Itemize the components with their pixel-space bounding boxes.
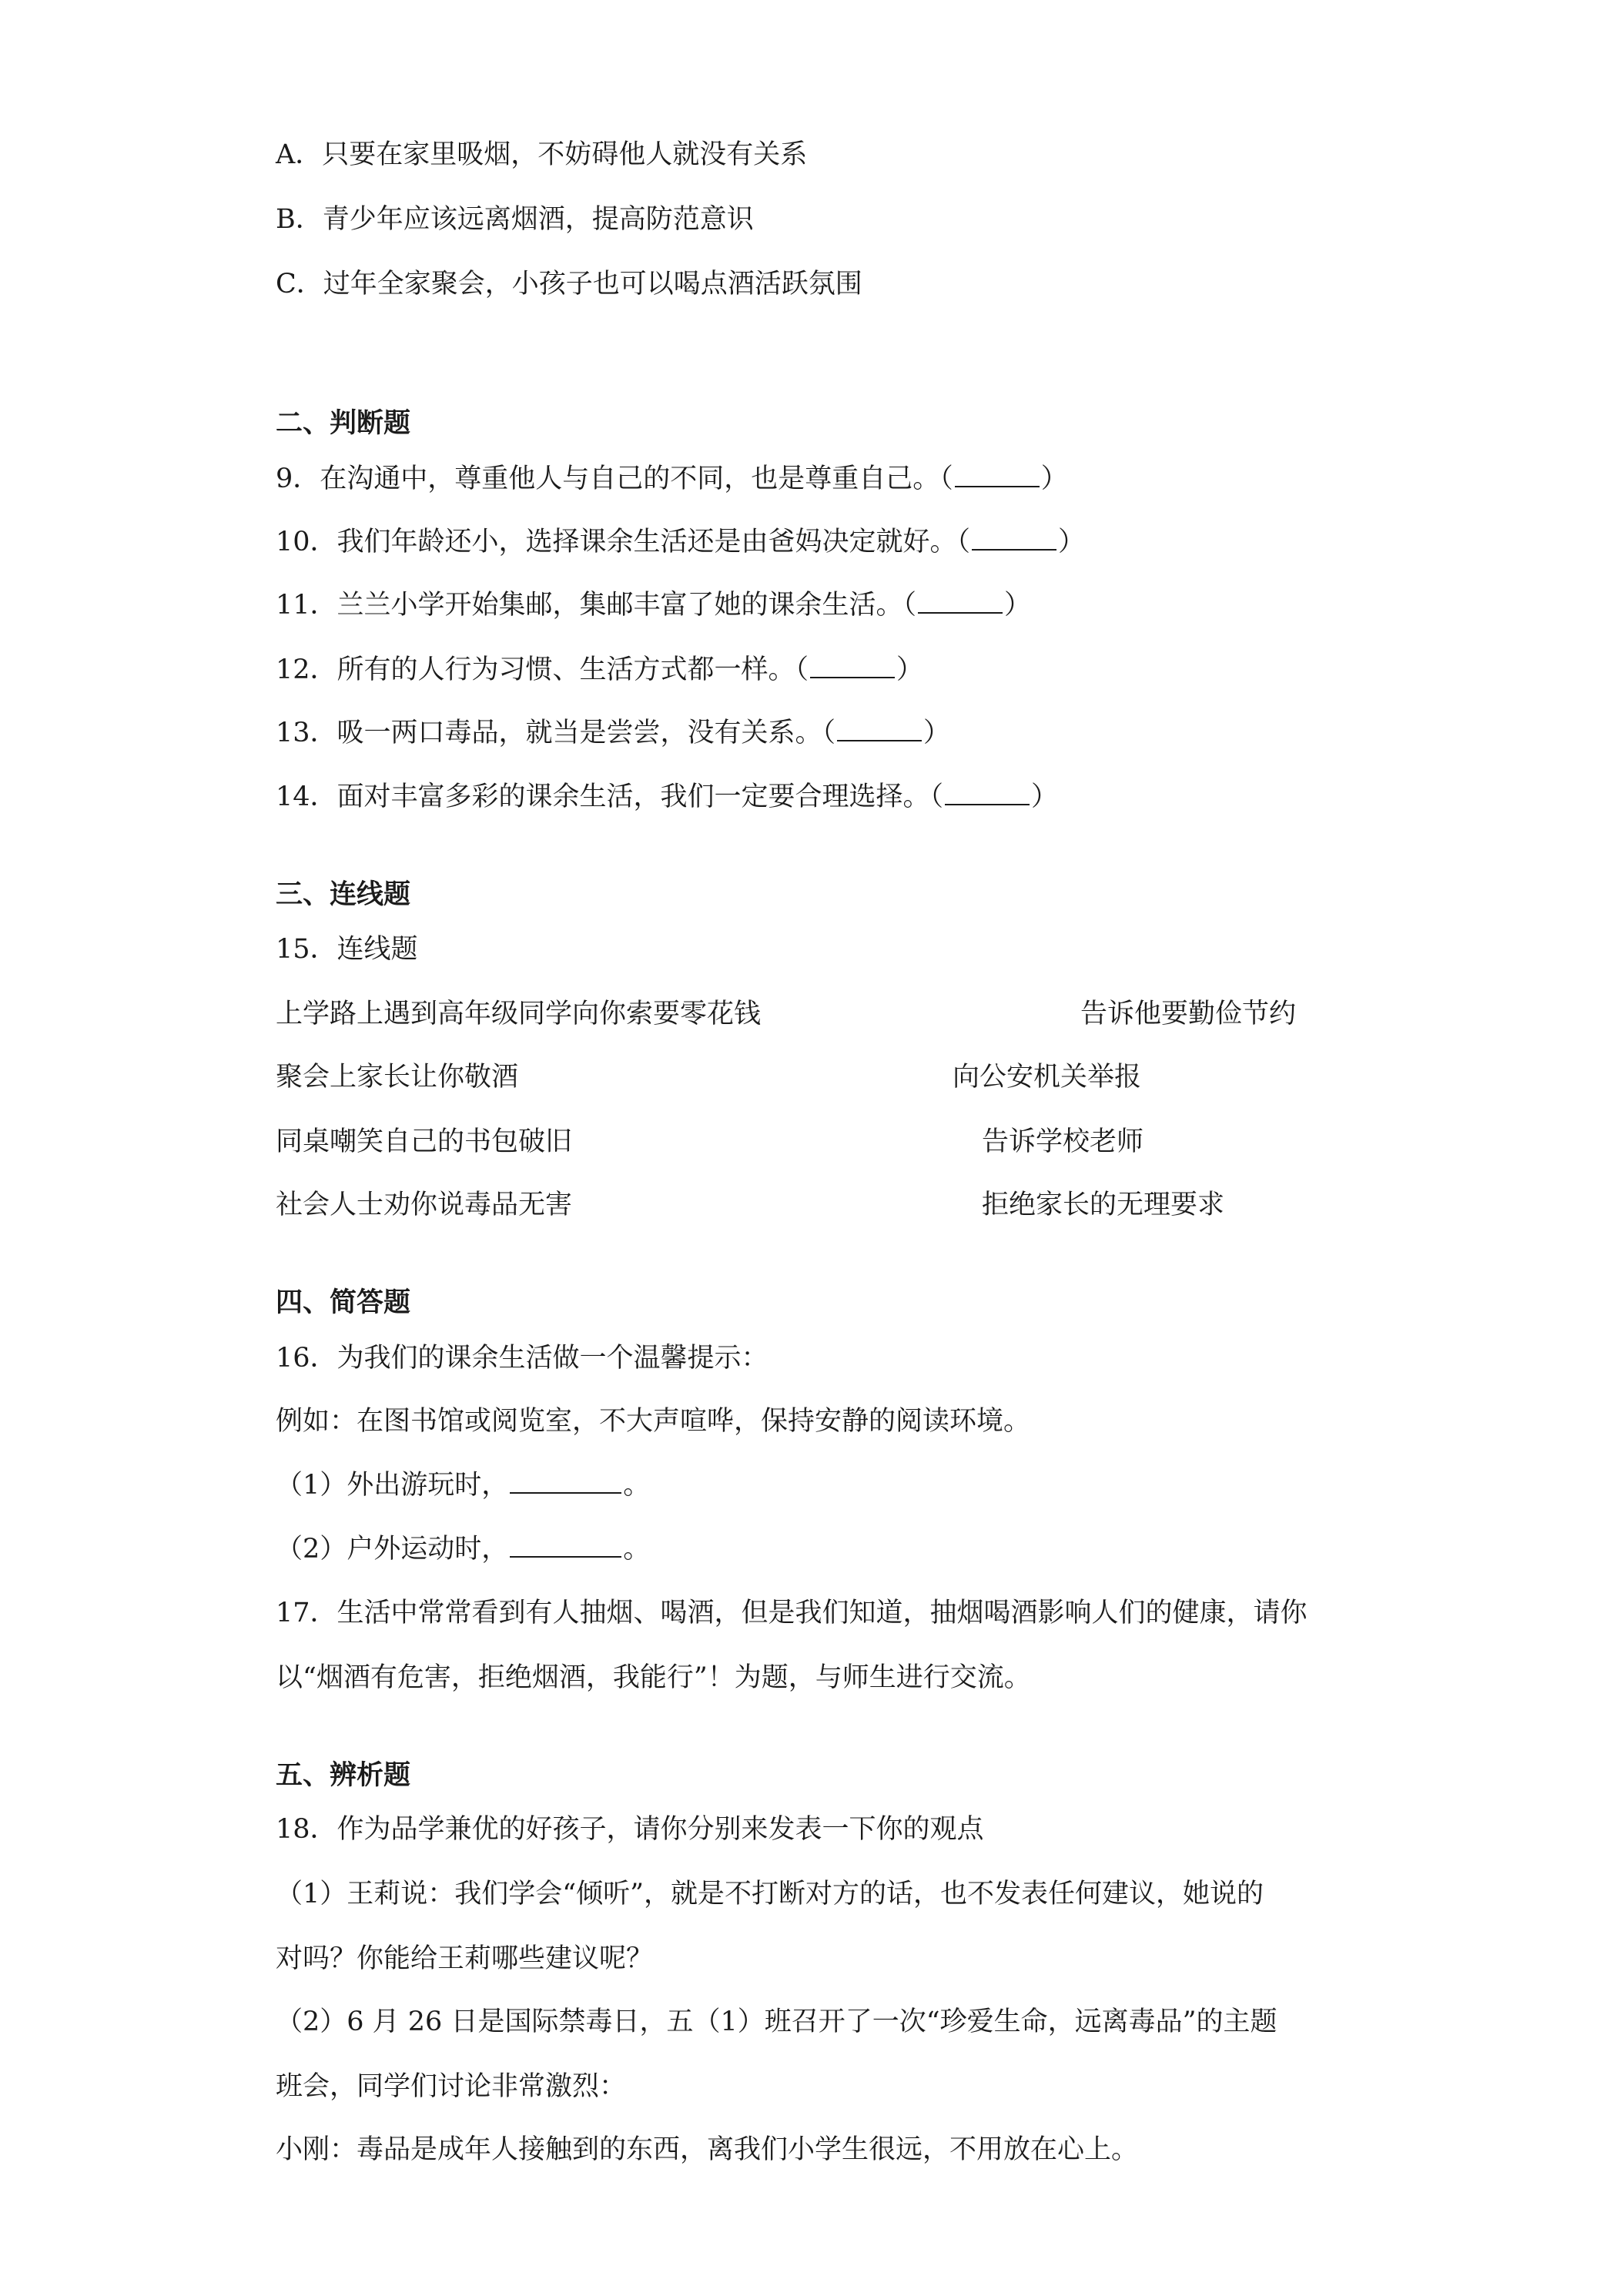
question-17-line-1: 17．生活中常常看到有人抽烟、喝酒，但是我们知道，抽烟喝酒影响人们的健康，请你 (276, 1598, 1308, 1628)
question-item: 9．在沟通中，尊重他人与自己的不同，也是尊重自己。（ ） (276, 464, 1068, 494)
answer-blank[interactable] (510, 1533, 621, 1558)
question-18: 18．作为品学兼优的好孩子，请你分别来发表一下你的观点 (276, 1814, 984, 1845)
answer-blank[interactable] (955, 463, 1040, 487)
question-15: 15．连线题 (276, 934, 418, 965)
match-right-item[interactable]: 告诉学校老师 (982, 1126, 1144, 1157)
question-item: 13．吸一两口毒品，就当是尝尝，没有关系。（ ） (276, 718, 951, 748)
question-item: 12．所有的人行为习惯、生活方式都一样。（ ） (276, 654, 924, 685)
question-18-part-2-line-2: 班会，同学们讨论非常激烈： (276, 2071, 627, 2102)
section-title-analysis: 五、辨析题 (276, 1759, 411, 1791)
match-right-item[interactable]: 拒绝家长的无理要求 (982, 1190, 1225, 1220)
option-b: B．青少年应该远离烟酒，提高防范意识 (276, 204, 754, 235)
question-17-line-2: 以“烟酒有危害，拒绝烟酒，我能行”！为题，与师生进行交流。 (276, 1662, 1031, 1693)
answer-blank[interactable] (510, 1469, 621, 1494)
match-left-item[interactable]: 社会人士劝你说毒品无害 (276, 1190, 573, 1220)
answer-blank[interactable] (837, 717, 922, 741)
match-left-item[interactable]: 上学路上遇到高年级同学向你索要零花钱 (276, 999, 762, 1029)
answer-blank[interactable] (945, 781, 1030, 805)
answer-blank[interactable] (972, 526, 1056, 551)
question-16-part-1: （1）外出游玩时， 。 (276, 1470, 651, 1501)
match-left-item[interactable]: 聚会上家长让你敬酒 (276, 1062, 519, 1093)
question-16: 16．为我们的课余生活做一个温馨提示： (276, 1343, 768, 1374)
xiaogang-statement: 小刚：毒品是成年人接触到的东西，离我们小学生很远，不用放在心上。 (276, 2134, 1139, 2165)
answer-blank[interactable] (810, 654, 895, 678)
question-item: 14．面对丰富多彩的课余生活，我们一定要合理选择。（ ） (276, 782, 1059, 812)
option-c: C．过年全家聚会，小孩子也可以喝点酒活跃氛围 (276, 269, 862, 300)
match-left-item[interactable]: 同桌嘲笑自己的书包破旧 (276, 1126, 573, 1157)
match-right-item[interactable]: 向公安机关举报 (953, 1062, 1142, 1093)
section-title-short-answer: 四、简答题 (276, 1287, 411, 1318)
section-title-matching: 三、连线题 (276, 879, 411, 910)
question-item: 10．我们年龄还小，选择课余生活还是由爸妈决定就好。（ ） (276, 527, 1086, 557)
match-right-item[interactable]: 告诉他要勤俭节约 (1080, 999, 1297, 1029)
section-title-judgment: 二、判断题 (276, 407, 411, 439)
answer-blank[interactable] (918, 589, 1003, 614)
example-text: 例如：在图书馆或阅览室，不大声喧哗，保持安静的阅读环境。 (276, 1406, 1031, 1437)
question-18-part-1-line-2: 对吗？你能给王莉哪些建议呢？ (276, 1943, 654, 1974)
option-a: A．只要在家里吸烟，不妨碍他人就没有关系 (276, 139, 808, 170)
question-18-part-2-line-1: （2）6 月 26 日是国际禁毒日，五（1）班召开了一次“珍爱生命，远离毒品”的主题 (276, 2006, 1277, 2037)
question-18-part-1-line-1: （1）王莉说：我们学会“倾听”，就是不打断对方的话，也不发表任何建议，她说的 (276, 1879, 1264, 1909)
question-item: 11．兰兰小学开始集邮，集邮丰富了她的课余生活。（ ） (276, 590, 1032, 621)
question-16-part-2: （2）户外运动时， 。 (276, 1534, 651, 1565)
